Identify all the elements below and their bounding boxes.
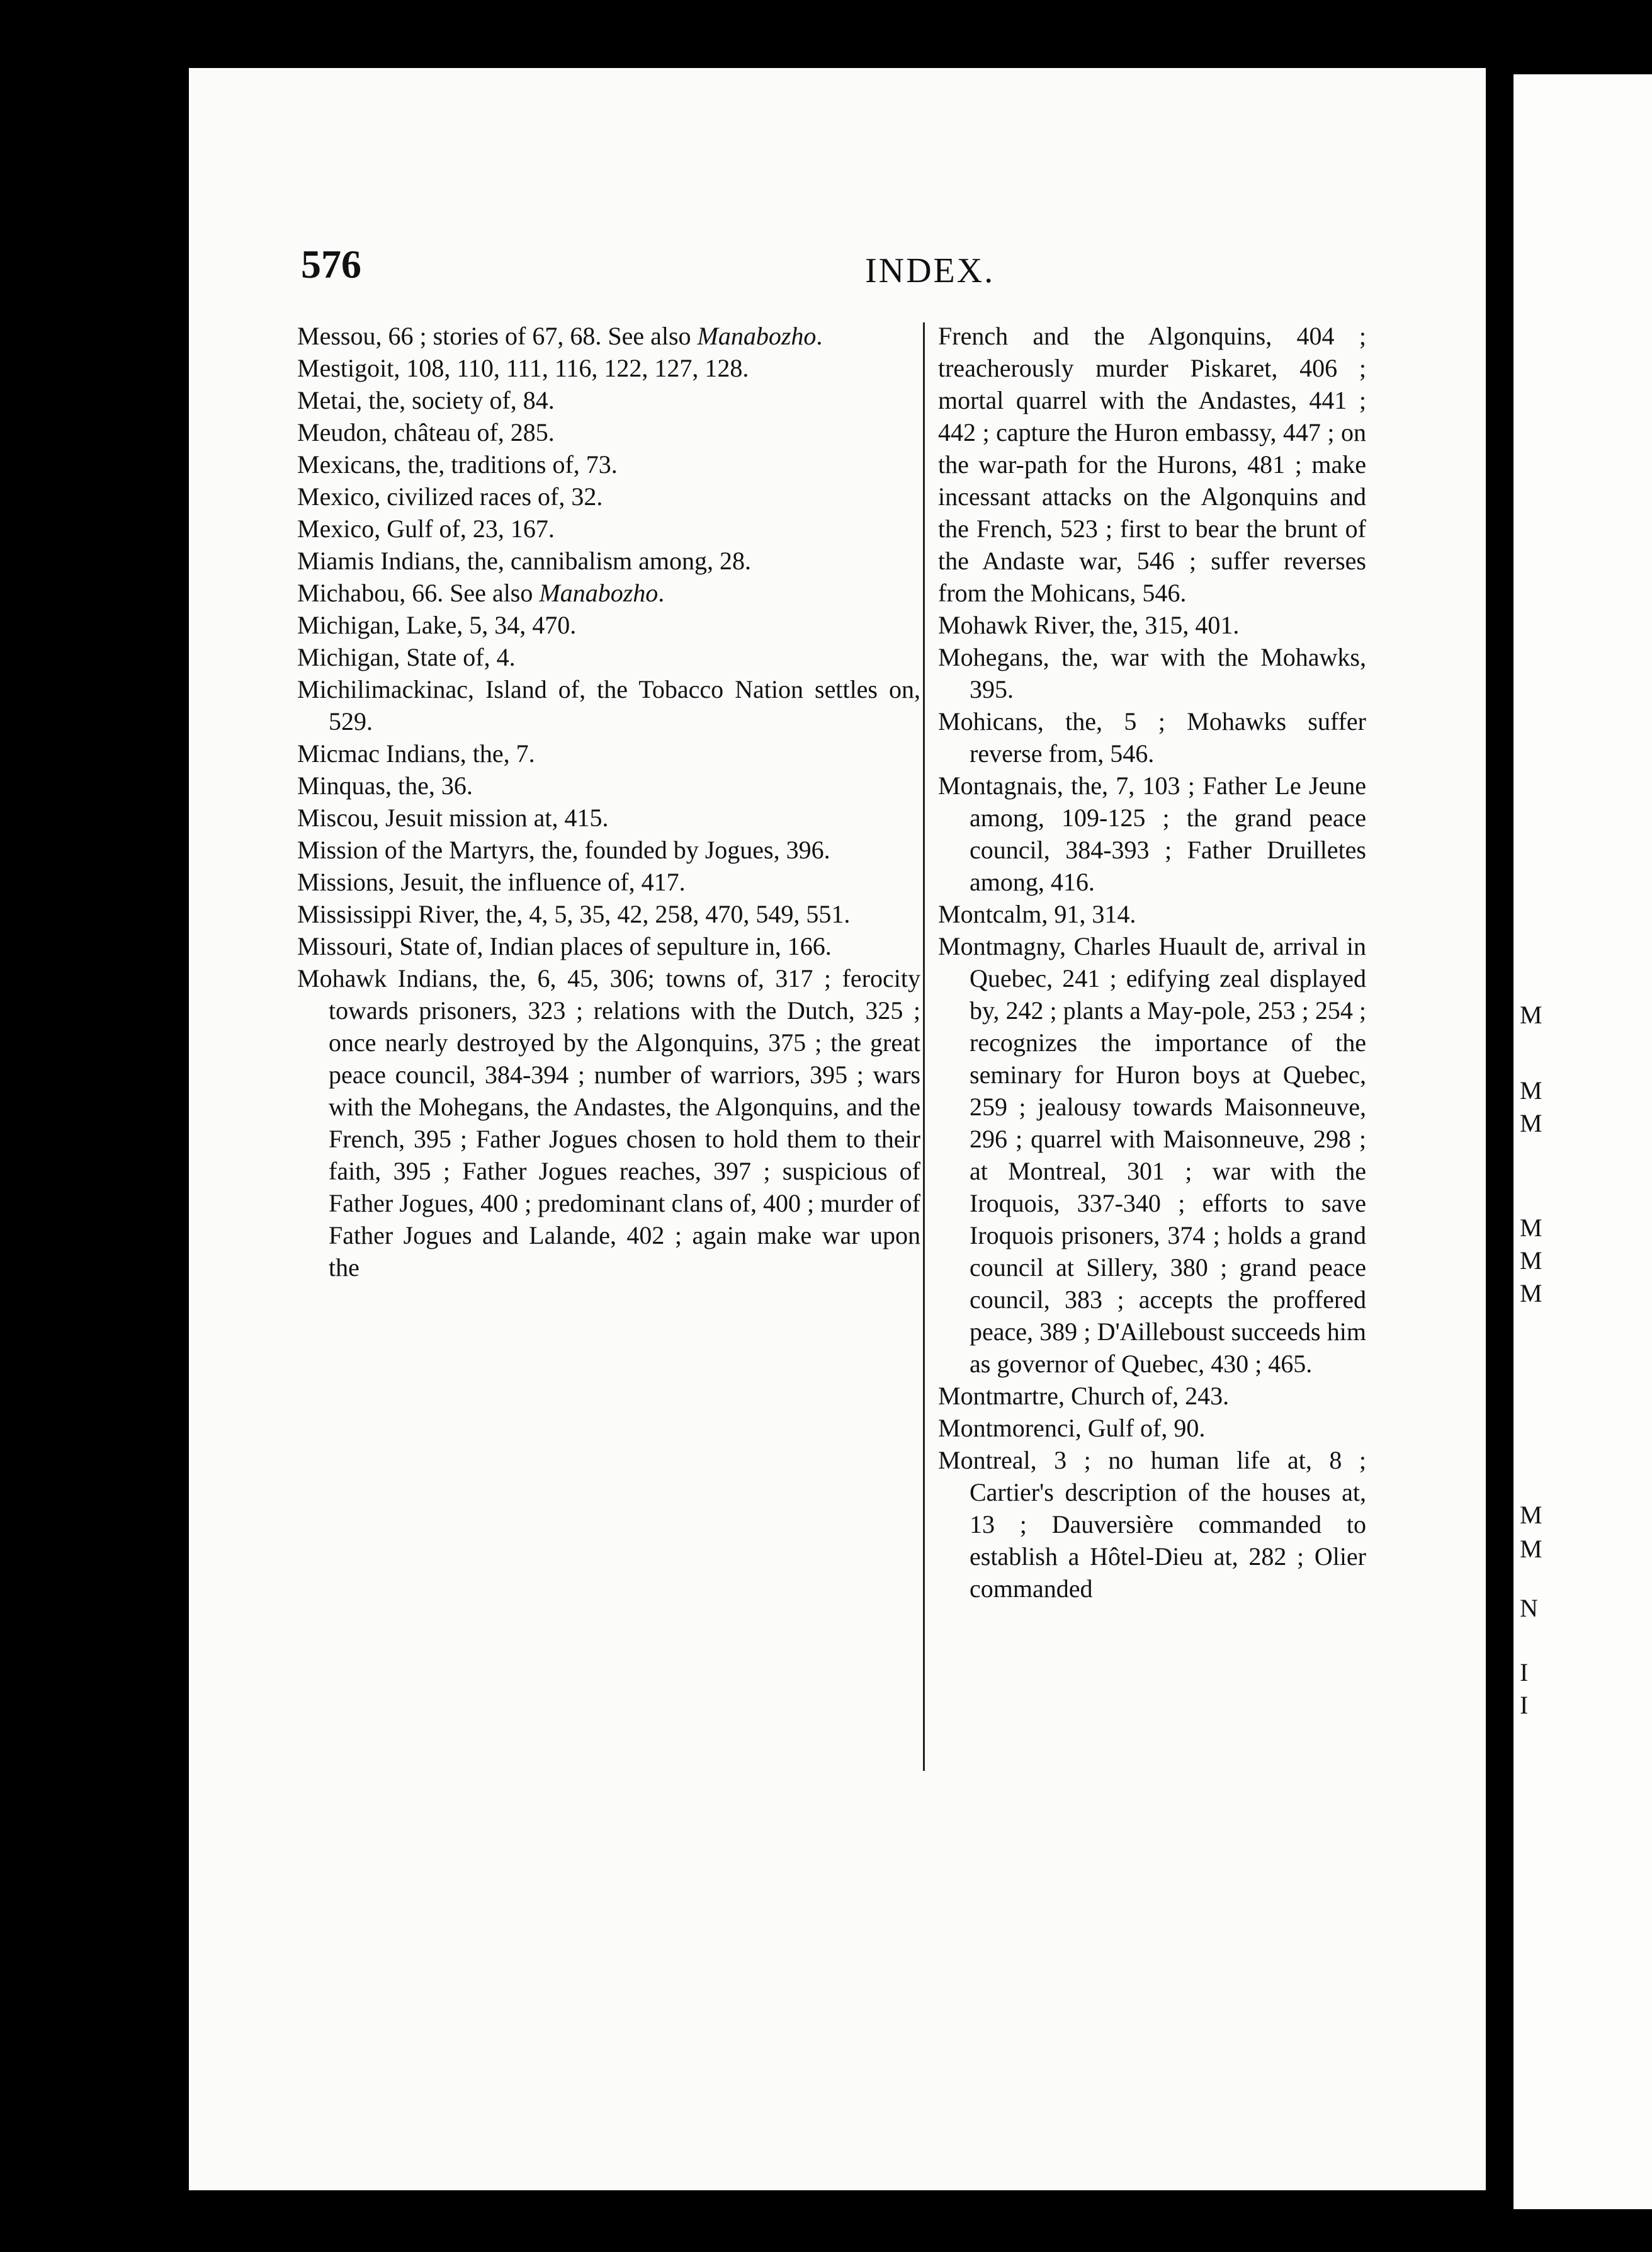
index-entry: Montcalm, 91, 314. xyxy=(938,900,1136,928)
running-head: INDEX. xyxy=(865,251,995,290)
adjacent-page-letter: M xyxy=(1520,1501,1542,1529)
index-entry: Messou, 66 ; stories of 67, 68. See also Manabozho. xyxy=(297,322,823,350)
adjacent-page-letter: N xyxy=(1520,1594,1538,1622)
adjacent-page-letter: M xyxy=(1520,1535,1542,1563)
index-entry: Mississippi River, the, 4, 5, 35, 42, 258, 470, 549, 551. xyxy=(297,900,851,928)
index-entry: Montmartre, Church of, 243. xyxy=(938,1382,1230,1410)
index-column-right xyxy=(938,320,1366,1605)
index-entry: Michilimackinac, Island of, the Tobacco Nation settles on, 529. xyxy=(297,675,920,736)
adjacent-page-letter: I xyxy=(1520,1691,1529,1719)
index-entry: Montreal, 3 ; no human life at, 8 ; Cartier's description of the houses at, 13 ; Dauversière commanded to establish a Hôtel-Dieu at, 282 ; Olier commanded xyxy=(938,1446,1366,1603)
index-entry: Montmorenci, Gulf of, 90. xyxy=(938,1414,1206,1442)
adjacent-page-letter: M xyxy=(1520,1076,1542,1105)
adjacent-page-letter: M xyxy=(1520,1109,1542,1137)
index-entry-continuation: French and the Algonquins, 404 ; treacherously murder Piskaret, 406 ; mortal quarrel with the Andastes, 441 ; 442 ; capture the Huron embassy, 447 ; on the war-path for the Hurons, 481 ; make incessant attacks on the Algonquins and the French, 523 ; first to bear the brunt of the Andaste war, 546 ; suffer reverses from the Mohicans, 546. xyxy=(938,322,1366,607)
adjacent-page-letter: M xyxy=(1520,1214,1542,1242)
index-entry: Mexico, civilized races of, 32. xyxy=(297,482,603,511)
index-entry: Missouri, State of, Indian places of sepulture in, 166. xyxy=(297,932,832,960)
adjacent-page-edge xyxy=(1513,74,1652,2209)
index-entry: Mohicans, the, 5 ; Mohawks suffer reverse from, 546. xyxy=(938,707,1366,768)
adjacent-page-letter: M xyxy=(1520,1001,1542,1029)
index-entry: Mohawk River, the, 315, 401. xyxy=(938,611,1240,639)
adjacent-page-letter: M xyxy=(1520,1279,1542,1307)
index-entry: Mexico, Gulf of, 23, 167. xyxy=(297,515,555,543)
index-entry: Miscou, Jesuit mission at, 415. xyxy=(297,804,609,832)
index-entry: Mohegans, the, war with the Mohawks, 395. xyxy=(938,643,1366,703)
index-entry: Micmac Indians, the, 7. xyxy=(297,739,535,768)
index-entry: Mission of the Martyrs, the, founded by Jogues, 396. xyxy=(297,836,830,864)
index-entry: Montagnais, the, 7, 103 ; Father Le Jeune among, 109-125 ; the grand peace council, 384-393 ; Father Druilletes among, 416. xyxy=(938,771,1366,896)
index-entry: Michabou, 66. See also Manabozho. xyxy=(297,579,665,607)
index-entry: Meudon, château of, 285. xyxy=(297,418,555,446)
index-entry: Missions, Jesuit, the influence of, 417. xyxy=(297,868,686,896)
adjacent-page-letter: I xyxy=(1520,1658,1529,1686)
index-entry: Mexicans, the, traditions of, 73. xyxy=(297,450,618,479)
column-rule xyxy=(923,322,925,1771)
index-entry: Miamis Indians, the, cannibalism among, 28. xyxy=(297,547,751,575)
index-entry: Mestigoit, 108, 110, 111, 116, 122, 127, 128. xyxy=(297,354,749,382)
index-entry: Montmagny, Charles Huault de, arrival in Quebec, 241 ; edifying zeal displayed by, 242 ; plants a May-pole, 253 ; 254 ; recognizes the importance of the seminary for Huron boys at Quebec, 259 ; jealousy towards Maisonneuve, 296 ; quarrel with Maisonneuve, 298 ; at Montreal, 301 ; war with the Iroquois, 337-340 ; efforts to save Iroquois prisoners, 374 ; holds a grand council at Sillery, 380 ; grand peace council, 383 ; accepts the proffered peace, 389 ; D'Ailleboust succeeds him as governor of Quebec, 430 ; 465. xyxy=(938,932,1366,1378)
index-entry: Minquas, the, 36. xyxy=(297,771,473,800)
adjacent-page-letter: M xyxy=(1520,1246,1542,1275)
page-number: 576 xyxy=(301,242,361,287)
index-column-left xyxy=(297,320,920,1283)
index-entry: Michigan, State of, 4. xyxy=(297,643,516,671)
index-entry: Metai, the, society of, 84. xyxy=(297,386,555,414)
index-entry: Michigan, Lake, 5, 34, 470. xyxy=(297,611,577,639)
index-entry: Mohawk Indians, the, 6, 45, 306; towns of, 317 ; ferocity towards prisoners, 323 ; relations with the Dutch, 325 ; once nearly destroyed by the Algonquins, 375 ; the great peace council, 384-394 ; number of warriors, 395 ; wars with the Mohegans, the Andastes, the Algonquins, and the French, 395 ; Father Jogues chosen to hold them to their faith, 395 ; Father Jogues reaches, 397 ; suspicious of Father Jogues, 400 ; predominant clans of, 400 ; murder of Father Jogues and Lalande, 402 ; again make war upon the xyxy=(297,964,920,1282)
